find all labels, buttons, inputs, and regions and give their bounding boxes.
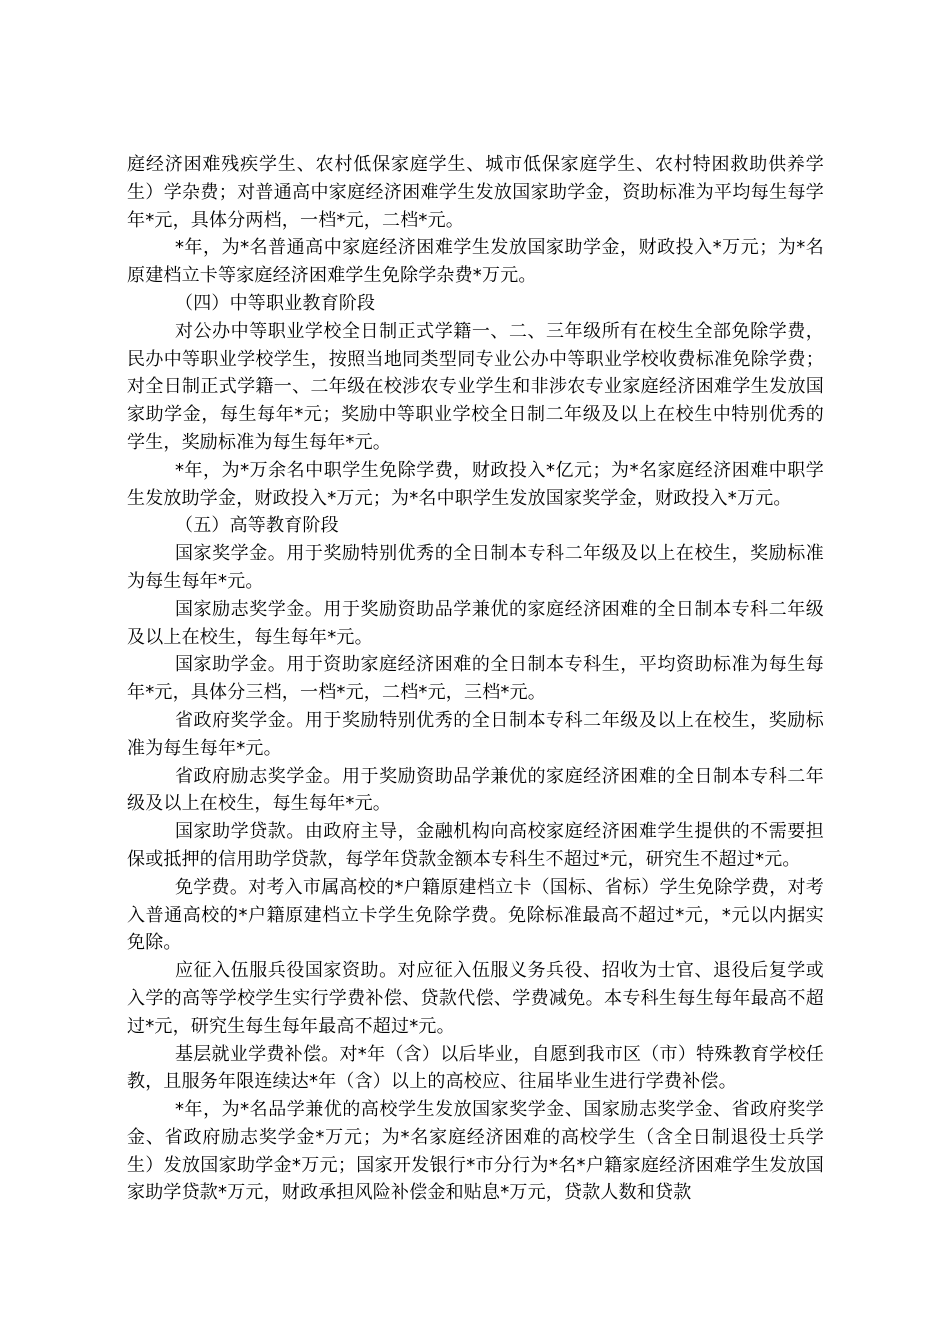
paragraph-national-scholarship: 国家奖学金。用于奖励特别优秀的全日制本专科二年级及以上在校生，奖励标准为每生每年*元。 bbox=[127, 543, 824, 592]
paragraph-higher-education-summary: *年，为*名品学兼优的高校学生发放国家奖学金、国家励志奖学金、省政府奖学金、省政府励志奖学金*万元；为*名家庭经济困难的高校学生（含全日制退役士兵学生）发放国家助学金*万元；国家开发银行*市分行为*名*户籍家庭经济困难学生发放国家助学贷款*万元，财政承担风险补偿金和贴息*万元，贷款人数和贷款 bbox=[127, 1099, 824, 1204]
paragraph-national-encouragement-scholarship: 国家励志奖学金。用于奖励资助品学兼优的家庭经济困难的全日制本专科二年级及以上在校生，每生每年*元。 bbox=[127, 598, 824, 648]
section-heading-secondary-vocational: （四）中等职业教育阶段 bbox=[175, 292, 376, 314]
paragraph-grassroots-employment: 基层就业学费补偿。对*年（含）以后毕业，自愿到我市区（市）特殊教育学校任教，且服务年限连续达*年（含）以上的高校应、往届毕业生进行学费补偿。 bbox=[127, 1043, 824, 1093]
paragraph-military-service-aid: 应征入伍服兵役国家资助。对应征入伍服义务兵役、招收为士官、退役后复学或入学的高等学校学生实行学费补偿、贷款代偿、学费减免。本专科生每生每年最高不超过*元，研究生每生每年最高不超过*元。 bbox=[127, 960, 824, 1037]
paragraph-tuition-waiver: 免学费。对考入市属高校的*户籍原建档立卡（国标、省标）学生免除学费，对考入普通高校的*户籍原建档立卡学生免除学费。免除标准最高不超过*元，*元以内据实免除。 bbox=[127, 876, 824, 954]
paragraph-vocational-policy: 对公办中等职业学校全日制正式学籍一、二、三年级所有在校生全部免除学费，民办中等职业学校学生，按照当地同类型同专业公办中等职业学校收费标准免除学费；对全日制正式学籍一、二年级在校涉农专业学生和非涉农专业家庭经济困难学生发放国家助学金，每生每年*元；奖励中等职业学校全日制二年级及以上在校生中特别优秀的学生，奖励标准为每生每年*元。 bbox=[127, 320, 824, 453]
paragraph-high-school-summary: *年，为*名普通高中家庭经济困难学生发放国家助学金，财政投入*万元；为*名原建档立卡等家庭经济困难学生免除学杂费*万元。 bbox=[127, 237, 824, 287]
paragraph-national-grant: 国家助学金。用于资助家庭经济困难的全日制本专科生，平均资助标准为每生每年*元，具体分三档，一档*元，二档*元，三档*元。 bbox=[127, 654, 824, 704]
paragraph-provincial-encouragement-scholarship: 省政府励志奖学金。用于奖励资助品学兼优的家庭经济困难的全日制本专科二年级及以上在校生，每生每年*元。 bbox=[127, 765, 824, 815]
section-heading-higher-education: （五）高等教育阶段 bbox=[175, 515, 339, 537]
paragraph-vocational-summary: *年，为*万余名中职学生免除学费，财政投入*亿元；为*名家庭经济困难中职学生发放助学金，财政投入*万元；为*名中职学生发放国家奖学金，财政投入*万元。 bbox=[127, 459, 824, 509]
document-body bbox=[127, 151, 824, 1207]
paragraph-continuation: 庭经济困难残疾学生、农村低保家庭学生、城市低保家庭学生、农村特困救助供养学生）学杂费；对普通高中家庭经济困难学生发放国家助学金，资助标准为平均每生每学年*元，具体分两档，一档*元，二档*元。 bbox=[127, 154, 824, 231]
paragraph-student-loan: 国家助学贷款。由政府主导，金融机构向高校家庭经济困难学生提供的不需要担保或抵押的信用助学贷款，每学年贷款金额本专科生不超过*元，研究生不超过*元。 bbox=[127, 821, 824, 870]
paragraph-provincial-scholarship: 省政府奖学金。用于奖励特别优秀的全日制本专科二年级及以上在校生，奖励标准为每生每年*元。 bbox=[127, 709, 824, 759]
